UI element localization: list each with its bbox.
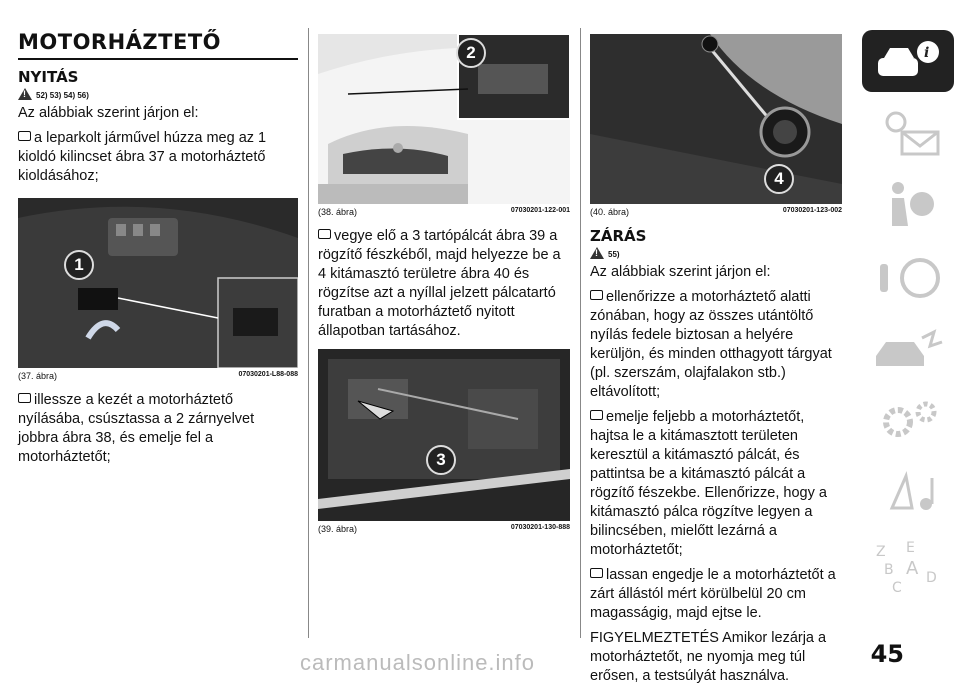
figure-40-image (590, 34, 842, 204)
figure-38-image (318, 34, 570, 204)
title-rule (18, 58, 298, 60)
figure-38-label: (38. ábra) (318, 207, 358, 217)
bullet-icon (590, 410, 603, 420)
svg-text:Z: Z (876, 544, 886, 560)
close-intro: Az alábbiak szerint járjon el: (590, 264, 771, 280)
figure-40-caption (590, 207, 842, 217)
open-intro: Az alábbiak szerint járjon el: (18, 105, 199, 121)
figure-40-label: (40. ábra) (590, 207, 630, 217)
column-3 (590, 34, 842, 692)
music-nav-icon[interactable] (862, 462, 954, 524)
warning-refs-text: 52) 53) 54) 56) (36, 91, 89, 100)
figure-39-code: 07030201-130-888 (510, 524, 570, 531)
figure-marker-4: 4 (764, 164, 794, 194)
close-heading: ZÁRÁS (590, 227, 647, 245)
close-step-1 (590, 288, 842, 402)
steering-wheel-icon[interactable] (862, 246, 954, 308)
close-step-1-text: ellenőrizze a motorháztető alatti zónában, hogy az összes utántöltő nyílás fedele biztosan a helyére kerüljön, és minden otthagyott tárgyat (pl. szerszám, olajfalakon stb.) eltávolított; (590, 289, 832, 400)
warning-triangle-icon (18, 88, 32, 100)
figure-38-caption (318, 207, 570, 217)
open-step-2 (18, 391, 298, 467)
svg-text:A: A (906, 558, 919, 579)
open-step-3-text: vegye elő a 3 tartópálcát ábra 39 a rögzítő fészkéből, majd helyezze be a 4 kitámasztó területre ábra 40 és rögzítse azt a nyíllal jelzett pálcatartó furatban a motorháztető nyitott állapotban tartásához. (318, 228, 561, 339)
figure-37 (18, 198, 298, 368)
svg-text:D: D (926, 570, 937, 586)
column-divider (580, 28, 581, 638)
close-warning-refs-text: 55) (608, 250, 620, 259)
page-title: MOTORHÁZTETŐ (18, 30, 221, 54)
close-warning: FIGYELMEZTETÉS Amikor lezárja a motorháztetőt, ne nyomja meg túl erősen, a testsúlyát használva. (590, 630, 827, 684)
gears-icon[interactable] (862, 390, 954, 452)
svg-text:E: E (906, 540, 915, 556)
column-divider (308, 28, 309, 638)
svg-text:C: C (892, 580, 902, 596)
figure-37-label: (37. ábra) (18, 371, 58, 381)
bullet-icon (318, 229, 331, 239)
open-heading: NYITÁS (18, 68, 79, 86)
chapter-sidebar (860, 30, 960, 610)
close-step-2 (590, 408, 842, 560)
figure-38-code: 07030201-122-001 (510, 207, 570, 214)
figure-40-code: 07030201-123-002 (782, 207, 842, 214)
column-1 (18, 30, 298, 473)
airbag-icon[interactable] (862, 174, 954, 236)
warning-triangle-icon (590, 247, 604, 259)
figure-39-caption (318, 524, 570, 534)
warning-refs (18, 88, 298, 100)
svg-text:i: i (924, 45, 930, 61)
watermark: carmanualsonline.info (300, 650, 536, 675)
figure-40 (590, 34, 842, 204)
svg-text:B: B (884, 562, 894, 578)
open-step-1-text: a leparkolt járművel húzza meg az 1 kioldó kilincset ábra 37 a motorháztető kioldásához; (18, 130, 267, 184)
open-step-1 (18, 129, 298, 186)
page-number: 45 (870, 640, 904, 668)
figure-39-image (318, 349, 570, 521)
close-step-3-text: lassan engedje le a motorháztetőt a zárt állástól mért körülbelül 20 cm magasságig, majd ejtse le. (590, 567, 836, 621)
bullet-icon (590, 568, 603, 578)
car-crash-icon[interactable] (862, 318, 954, 380)
close-step-2-text: emelje feljebb a motorháztetőt, hajtsa le a kitámasztott területen keresztül a kitámasztó pálcát, és pattintsa be a kitámasztó pálcát a rögzítő fészekbe. Ellenőrizze, hogy a kitámasztó pálca rögzítve legyen a bilincsében, mielőtt lezárná a motorháztetőt; (590, 409, 827, 558)
open-step-2-text: illessze a kezét a motorháztető nyílásába, csúsztassa a 2 zárnyelvet jobbra ábra 38, és emelje fel a motorháztetőt; (18, 392, 255, 465)
close-warning-refs (590, 247, 842, 259)
warning-lights-icon[interactable] (862, 102, 954, 164)
car-info-icon[interactable] (862, 30, 954, 92)
alphabet-index-icon[interactable] (862, 534, 954, 596)
bullet-icon (18, 131, 31, 141)
figure-38 (318, 34, 570, 204)
figure-37-caption (18, 371, 298, 381)
bullet-icon (590, 290, 603, 300)
figure-marker-2: 2 (456, 38, 486, 68)
figure-marker-3: 3 (426, 445, 456, 475)
column-2 (318, 34, 570, 544)
figure-37-code: 07030201-L88-088 (238, 371, 298, 378)
close-step-3 (590, 566, 842, 623)
figure-39 (318, 349, 570, 521)
open-step-3 (318, 227, 570, 341)
figure-39-label: (39. ábra) (318, 524, 358, 534)
figure-marker-1: 1 (64, 250, 94, 280)
bullet-icon (18, 393, 31, 403)
figure-37-image (18, 198, 298, 368)
